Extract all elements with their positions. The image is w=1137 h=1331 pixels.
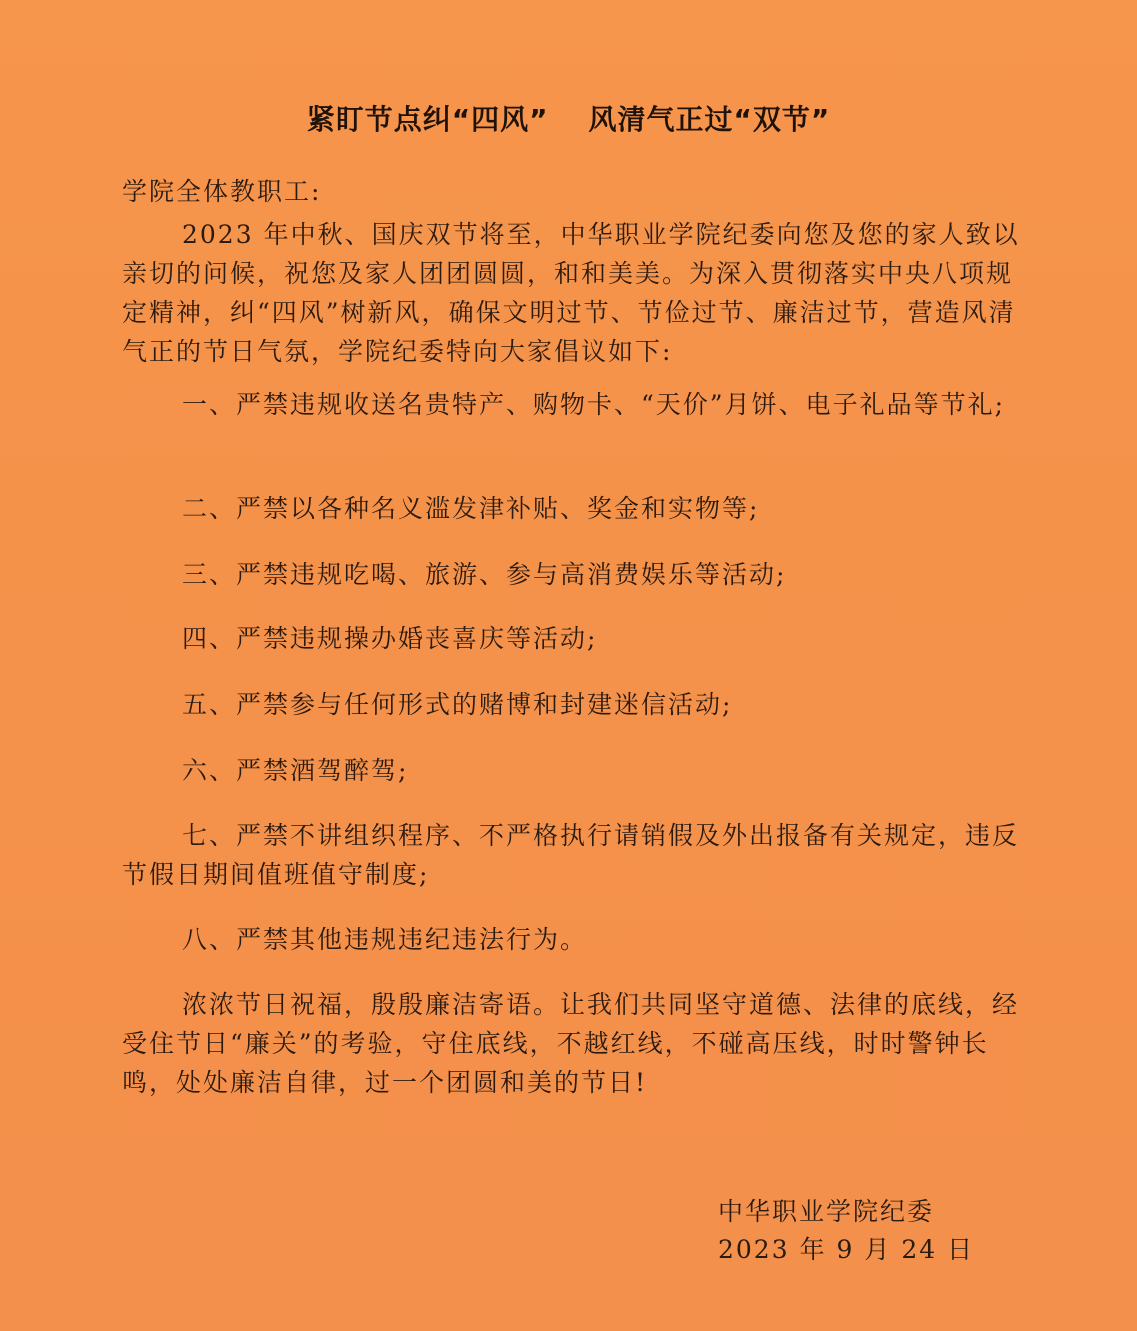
rule-item-5: 五、严禁参与任何形式的赌博和封建迷信活动; — [182, 690, 733, 719]
intro-paragraph: 2023 年中秋、国庆双节将至，中华职业学院纪委向您及您的家人致以亲切的问候，祝您及家人团团圆圆，和和美美。为深入贯彻落实中央八项规定精神，纠“四风”树新风，确保文明过节、节俭过节、廉洁过节，营造风清气正的节日气氛，学院纪委特向大家倡议如下: — [122, 220, 1020, 366]
rule-item-1: 一、严禁违规收送名贵特产、购物卡、“天价”月饼、电子礼品等节礼; — [182, 390, 1005, 419]
title-part-1: 紧盯节点纠“四风” — [306, 103, 549, 136]
signature-org: 中华职业学院纪委 — [718, 1197, 935, 1226]
rule-item-2: 二、严禁以各种名义滥发津补贴、奖金和实物等; — [182, 494, 760, 523]
rule-item-6: 六、严禁酒驾醉驾; — [182, 756, 409, 785]
title-part-2: 风清气正过“双节” — [588, 103, 831, 136]
rule-item-4: 四、严禁违规操办婚丧喜庆等活动; — [182, 624, 598, 653]
rule-item-7: 七、严禁不讲组织程序、不严格执行请销假及外出报备有关规定，违反节假日期间值班值守制度; — [122, 821, 1020, 889]
salutation: 学院全体教职工: — [122, 177, 322, 206]
signature-date: 2023 年 9 月 24 日 — [718, 1235, 975, 1264]
document-title — [0, 98, 1137, 138]
closing-paragraph: 浓浓节日祝福，殷殷廉洁寄语。让我们共同坚守道德、法律的底线，经受住节日“廉关”的考验，守住底线，不越红线，不碰高压线，时时警钟长鸣，处处廉洁自律，过一个团圆和美的节日! — [122, 990, 1020, 1097]
rule-item-3: 三、严禁违规吃喝、旅游、参与高消费娱乐等活动; — [182, 560, 787, 589]
signature-block — [718, 1193, 974, 1269]
rule-item-8: 八、严禁其他违规违纪违法行为。 — [182, 925, 588, 954]
